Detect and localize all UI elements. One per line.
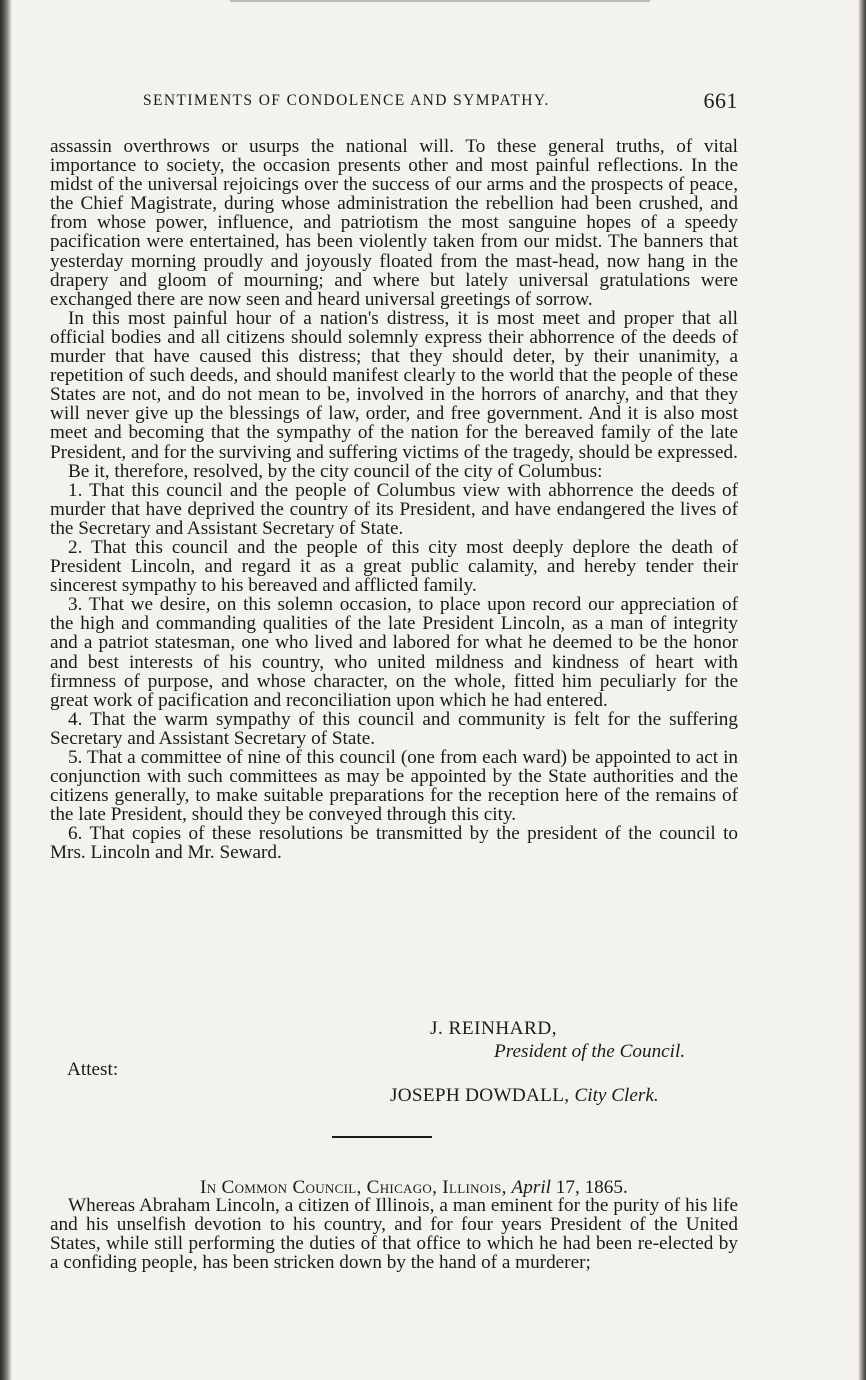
page-number: 661	[703, 88, 738, 113]
paragraph-distress: In this most painful hour of a nation's distress, it is most meet and proper that all official bodies and all citizens should solemnly express their abhorrence of the deeds of murder that have caused this distress; that they should deter, by their unanimity, a repetition of such deeds, and should manifest clearly to the world that the people of these States are not, and do not mean to be, involved in the horrors of anarchy, and that they will never give up the blessings of law, order, and free government. And it is also most meet and becoming that the sympathy of the nation for the bereaved family of the late President, and for the surviving and suffering victims of the tragedy, should be expressed.	[50, 307, 738, 463]
columbus-resolutions	[50, 137, 738, 863]
paragraph-continuation: assassin overthrows or usurps the national will. To these general truths, of vital importance to society, the occasion presents other and most painful reflections. In the midst of the universal rejoicings over the success of our arms and the prospects of peace, the Chief Magistrate, during whose administration the rebellion had been crushed, and from whose power, influence, and patriotism the most sanguine hopes of a speedy pacification were entertained, has been violently taken from our midst. The banners that yesterday morning proudly and joyously floated from the mast-head, now hang in the drapery and gloom of mourning; and where but lately universal gratulations were exchanged there are now seen and heard universal greetings of sorrow.	[50, 136, 738, 310]
chicago-heading-month: April	[511, 1177, 551, 1198]
resolution-4: 4. That the warm sympathy of this council and community is felt for the suffering Secretary and Assistant Secretary of State.	[50, 708, 738, 749]
page-edge-right	[858, 0, 866, 1380]
running-title: SENTIMENTS OF CONDOLENCE AND SYMPATHY.	[143, 92, 550, 109]
page-header	[48, 88, 738, 118]
chicago-heading-place: In Common Council, Chicago, Illinois,	[200, 1177, 507, 1198]
resolution-5: 5. That a committee of nine of this council (one from each ward) be appointed to act in conjunction with such committees as may be appointed by the State authorities and the citizens generally, to make suitable preparations for the reception here of the remains of the late President, should they be conveyed through this city.	[50, 747, 738, 826]
resolution-1: 1. That this council and the people of Columbus view with abhorrence the deeds of murder that have deprived the country of its President, and have endangered the lives of the Secretary and Assistant Secretary of State.	[50, 479, 738, 539]
clerk-name: JOSEPH DOWDALL,	[390, 1085, 570, 1106]
attest-label: Attest:	[67, 1059, 119, 1080]
resolution-2: 2. That this council and the people of this city most deeply deplore the death of President Lincoln, and regard it as a great public calamity, and hereby tender their sincerest sympathy to his bereaved and afflicted family.	[50, 536, 738, 597]
paragraph-resolved: Be it, therefore, resolved, by the city council of the city of Columbus:	[68, 460, 603, 482]
resolution-3: 3. That we desire, on this solemn occasion, to place upon record our appreciation of the high and commanding qualities of the late President Lincoln, as a man of integrity and a patriot statesman, one who lived and labored for what he deemed to be the honor and best interests of his country, who united mildness and kindness of heart with firmness of purpose, and whose character, on the whole, fitted him peculiarly for the great work of pacification and reconciliation upon which he had entered.	[50, 594, 738, 711]
resolution-6: 6. That copies of these resolutions be transmitted by the president of the council to Mrs. Lincoln and Mr. Seward.	[50, 823, 738, 864]
signer-title: President of the Council.	[494, 1041, 686, 1062]
signer-name: J. REINHARD,	[430, 1018, 557, 1039]
chicago-resolutions	[50, 1196, 738, 1272]
page-edge-left	[0, 0, 12, 1380]
page-top-rule	[230, 0, 650, 2]
section-divider	[332, 1136, 432, 1138]
chicago-heading-date: 17, 1865.	[555, 1177, 628, 1198]
paragraph-whereas: Whereas Abraham Lincoln, a citizen of Illinois, a man eminent for the purity of his life and his unselfish devotion to his country, and for four years President of the United States, while still performing the duties of that office to which he had been re-elected by a confiding people, has been stricken down by the hand of a murderer;	[50, 1195, 738, 1274]
clerk-signature	[390, 1085, 659, 1107]
clerk-title: City Clerk.	[574, 1085, 659, 1106]
